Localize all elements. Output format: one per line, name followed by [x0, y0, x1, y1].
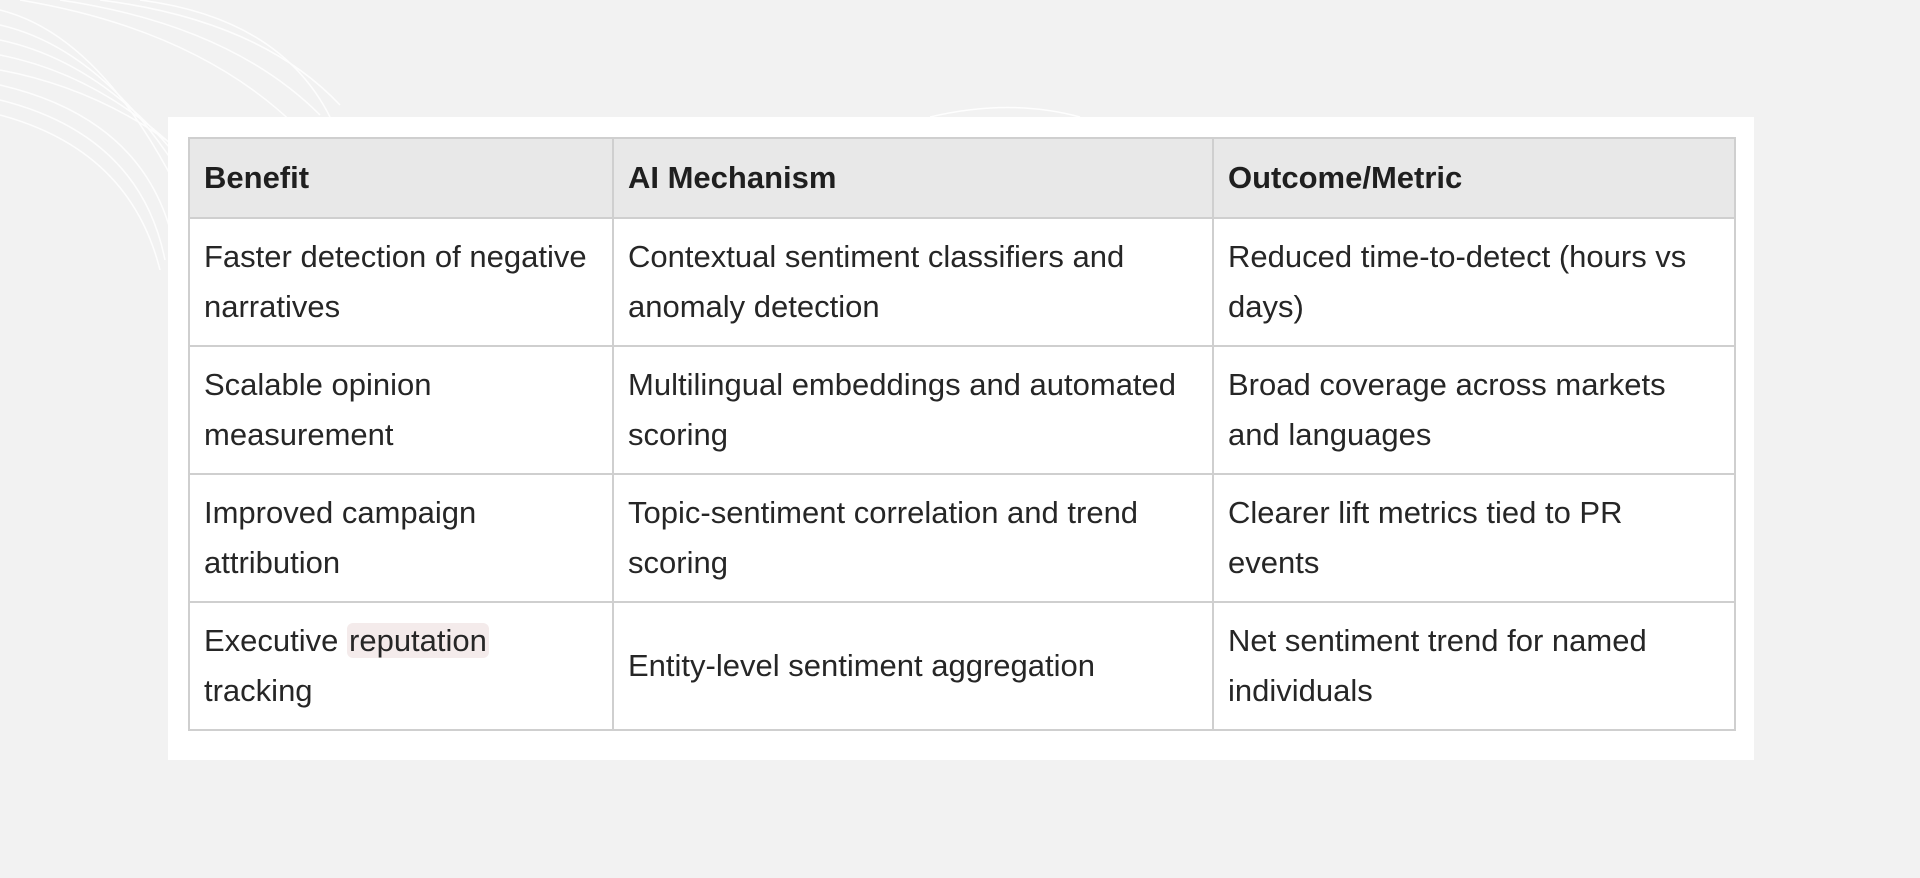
- cell-outcome: Broad coverage across markets and languages: [1213, 346, 1735, 474]
- header-ai-mechanism: AI Mechanism: [613, 138, 1213, 218]
- benefit-text-pre: Executive: [204, 623, 348, 658]
- cell-mechanism: Entity-level sentiment aggregation: [613, 602, 1213, 730]
- cell-outcome: Net sentiment trend for named individuals: [1213, 602, 1735, 730]
- table-row: [189, 218, 1735, 346]
- benefits-table: [188, 137, 1736, 731]
- header-benefit: Benefit: [189, 138, 613, 218]
- cell-outcome: Reduced time-to-detect (hours vs days): [1213, 218, 1735, 346]
- cell-benefit: Scalable opinion measurement: [189, 346, 613, 474]
- cell-mechanism: Topic-sentiment correlation and trend scoring: [613, 474, 1213, 602]
- cell-benefit: Improved campaign attribution: [189, 474, 613, 602]
- cell-benefit: [189, 602, 613, 730]
- cell-mechanism: Multilingual embeddings and automated scoring: [613, 346, 1213, 474]
- table-row: [189, 346, 1735, 474]
- highlighted-word: reputation: [349, 623, 487, 658]
- table-header-row: [189, 138, 1735, 218]
- cell-benefit: Faster detection of negative narratives: [189, 218, 613, 346]
- header-outcome-metric: Outcome/Metric: [1213, 138, 1735, 218]
- table-row: [189, 474, 1735, 602]
- benefit-text-post: tracking: [204, 673, 313, 708]
- table-row: [189, 602, 1735, 730]
- cell-outcome: Clearer lift metrics tied to PR events: [1213, 474, 1735, 602]
- table-card: [168, 117, 1754, 760]
- cell-mechanism: Contextual sentiment classifiers and anomaly detection: [613, 218, 1213, 346]
